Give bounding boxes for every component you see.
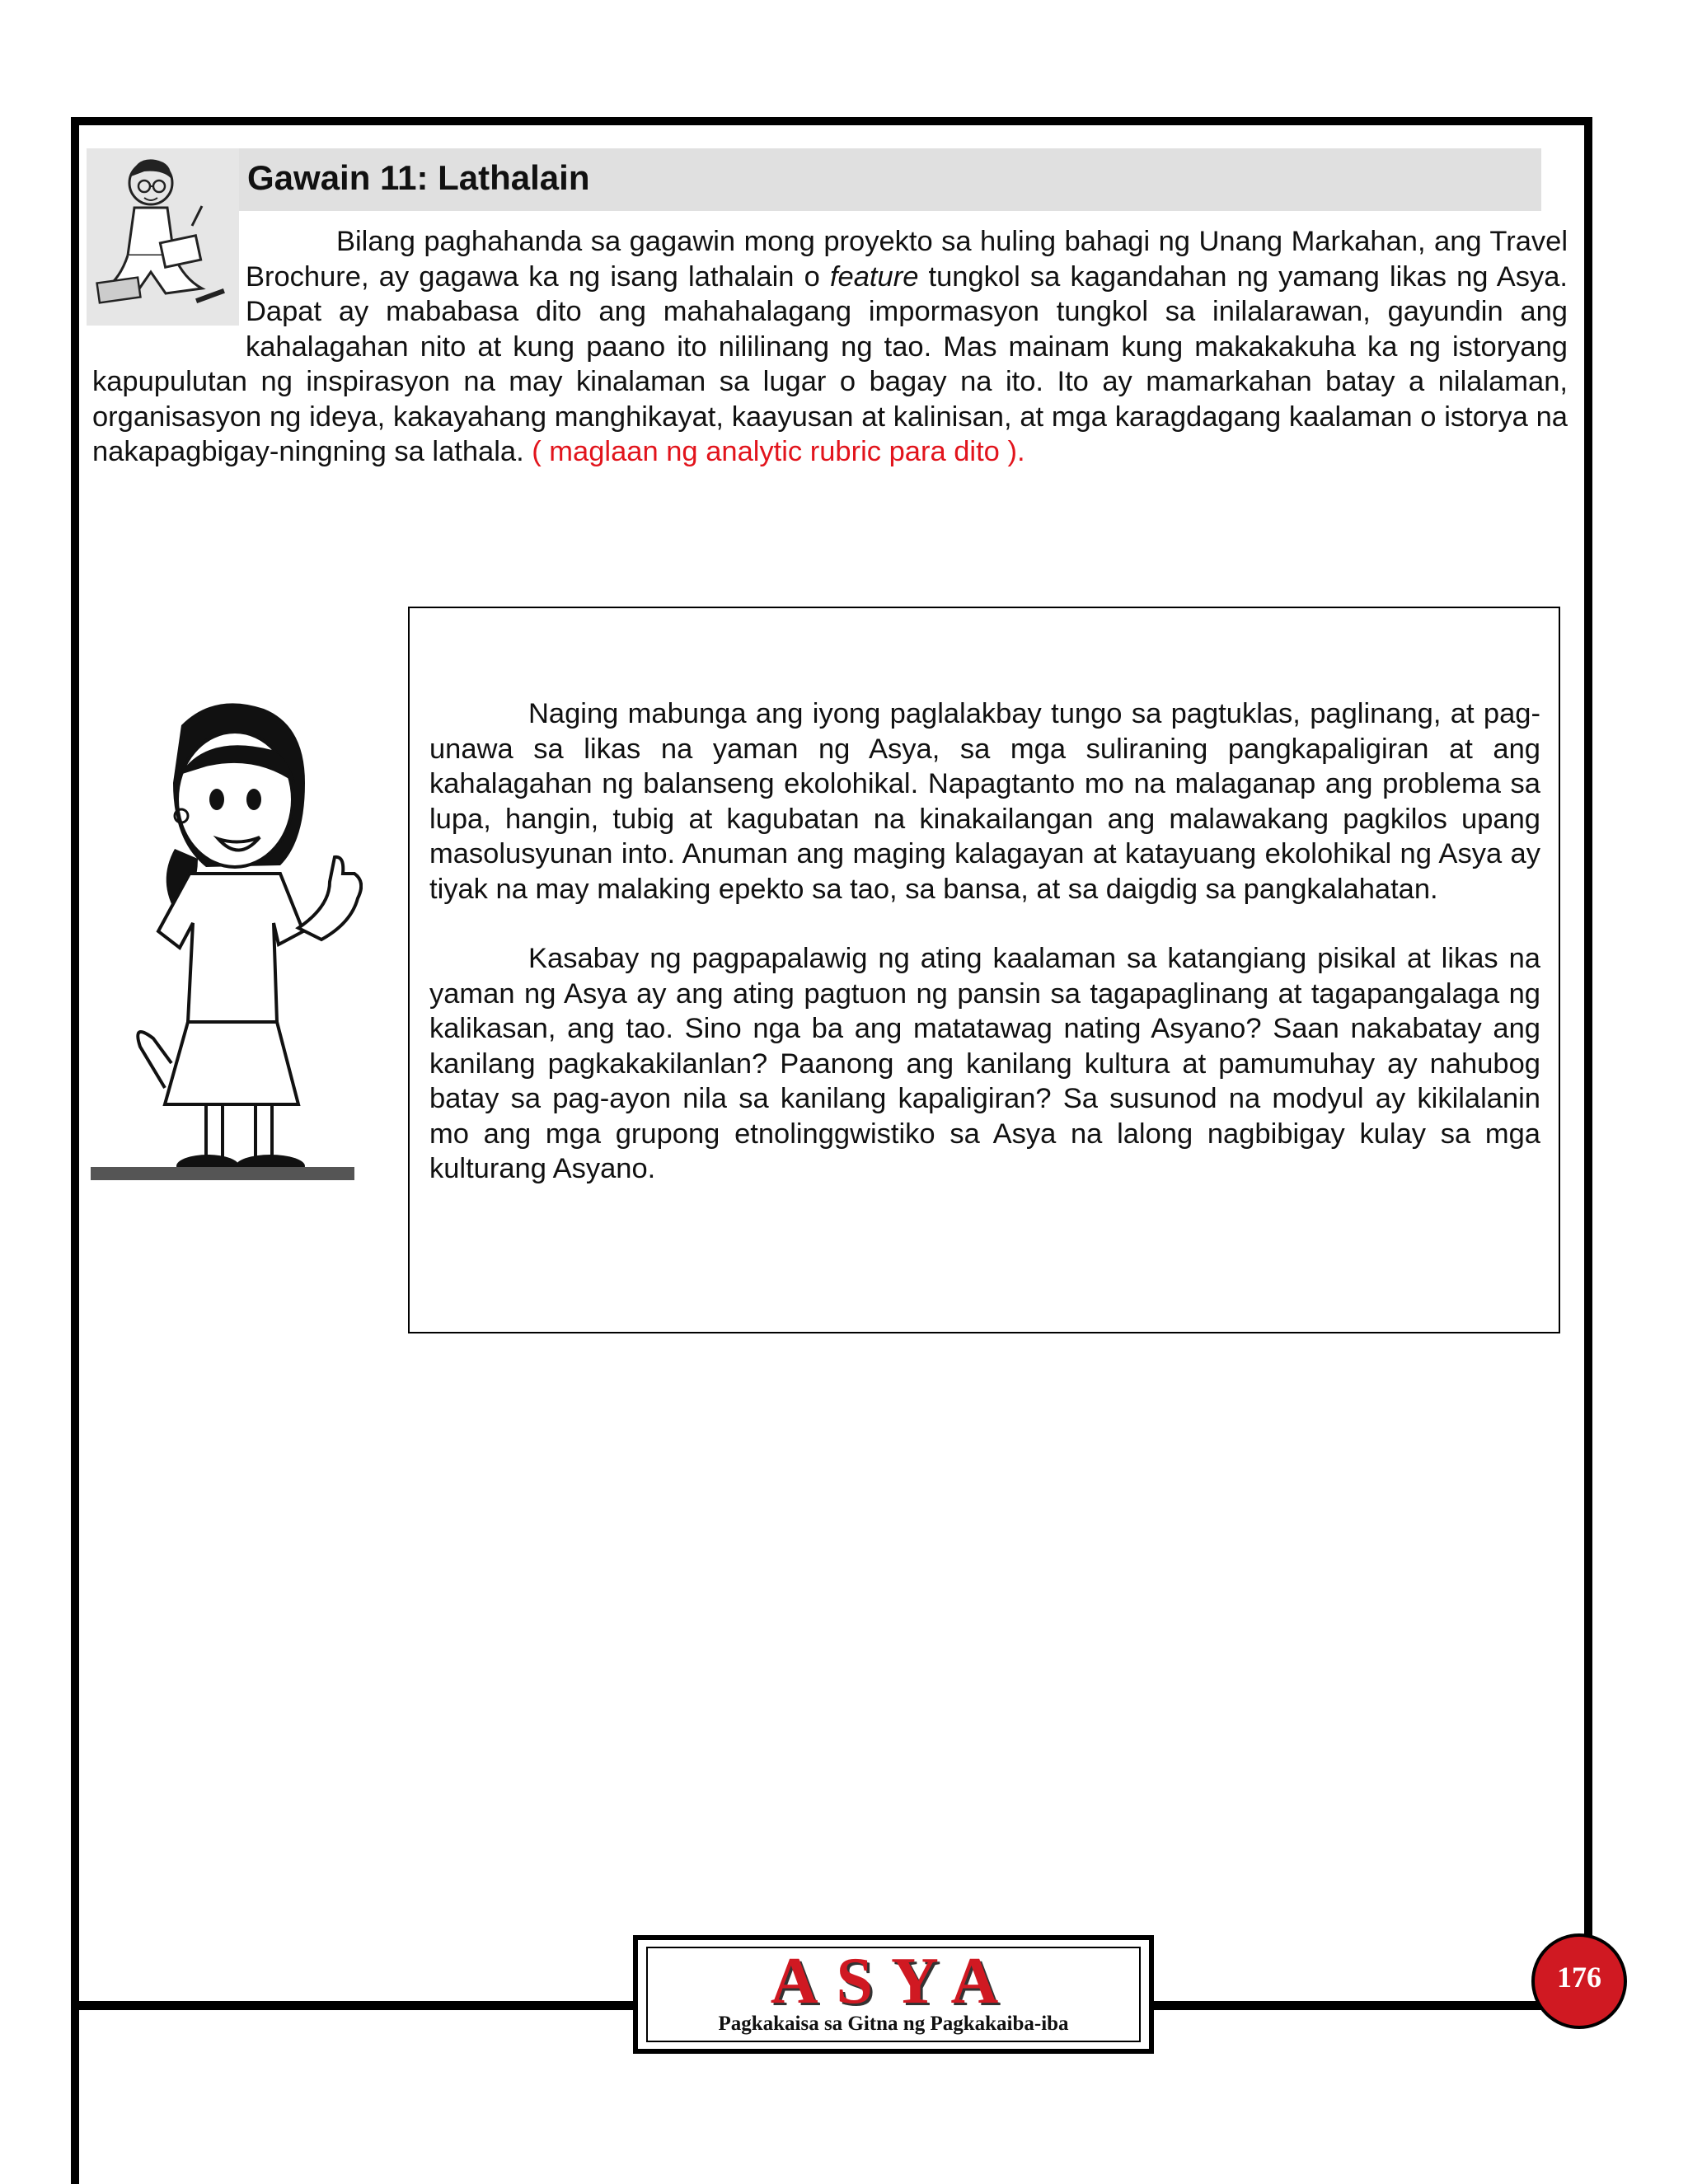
activity-instructions — [92, 224, 1568, 470]
closing-paragraph-1: Naging mabunga ang iyong paglalakbay tungo sa pagtuklas, paglinang, at pag-unawa sa likas na yaman ng Asya, sa mga suliraning pangkapaligiran at ang kahalagahan ng balanseng ekolohikal. Napagtanto mo na malaganap ang problema sa lupa, hangin, tubig at kagubatan na kinakailangan ang malawakang pagkilos upang masolusyunan into. Anuman ang maging kalagayan at katayuang ekolohikal ng Asya ay tiyak na may malaking epekto sa tao, sa bansa, at sa daigdig sa pangkalahatan. — [429, 698, 1540, 905]
page-frame-left — [71, 117, 79, 2184]
instructions-italic-term: feature — [829, 260, 919, 293]
page-frame-top — [71, 117, 1592, 125]
instructions-text-1: Bilang paghahanda sa gagawin mong proyekto sa huling bahagi ng Unang Markahan, ang Travel Brochure, ay gagawa ka ng isang lathalain o — [246, 226, 1568, 293]
page-number: 176 — [1557, 1961, 1601, 1994]
closing-paragraph-2: Kasabay ng pagpapalawig ng ating kaalaman sa katangiang pisikal at likas na yaman ng Asya ay ang ating pagtuon ng pansin sa tagapaglinang at tagapangalaga ng kalikasan, ang tao. Sino nga ba ang matatawag nating Asyano? Saan nakabatay ang kanilang pagkakakilanlan? Paanong ang kanilang kultura at pamumuhay ay nahubog batay sa pag-ayon nila sa kanilang kapaligiran? Sa susunod na modyul ay kikilalanin mo ang mga grupong etnolinggwistiko sa Asya na lalong nagbibigay kulay sa mga kulturang Asyano. — [429, 943, 1540, 1184]
girl-thumbs-up-illustration — [82, 676, 363, 1203]
closing-summary-text — [429, 696, 1540, 1221]
asya-logo-tagline: Pagkakaisa sa Gitna ng Pagkakaiba-iba — [718, 2013, 1069, 2035]
page-frame-right — [1584, 117, 1592, 2013]
asya-logo-word: ASYA — [770, 1945, 1017, 2018]
activity-title: Gawain 11: Lathalain — [247, 158, 590, 197]
rubric-note: ( maglaan ng analytic rubric para dito ). — [532, 436, 1025, 467]
instructions-text-2: tungkol sa kagandahan ng yamang likas ng Asya. Dapat ay mababasa dito ang mahahalagang impormasyon tungkol sa inilalarawan, gayundin ang kahalagahan nito at kung paano ito nililinang ng tao. Mas mainam kung makakakuha ka ng istoryang kapupulutan ng inspirasyon na may kinalaman sa lugar o bagay na ito. Ito ay mamarkahan batay a nilalaman, organisasyon ng ideya, kakayahang manghikayat, kaayusan at kalinisan, at mga karagdagang kaalaman o istorya na nakapagbigay-ningning sa lathala. — [92, 260, 1568, 467]
